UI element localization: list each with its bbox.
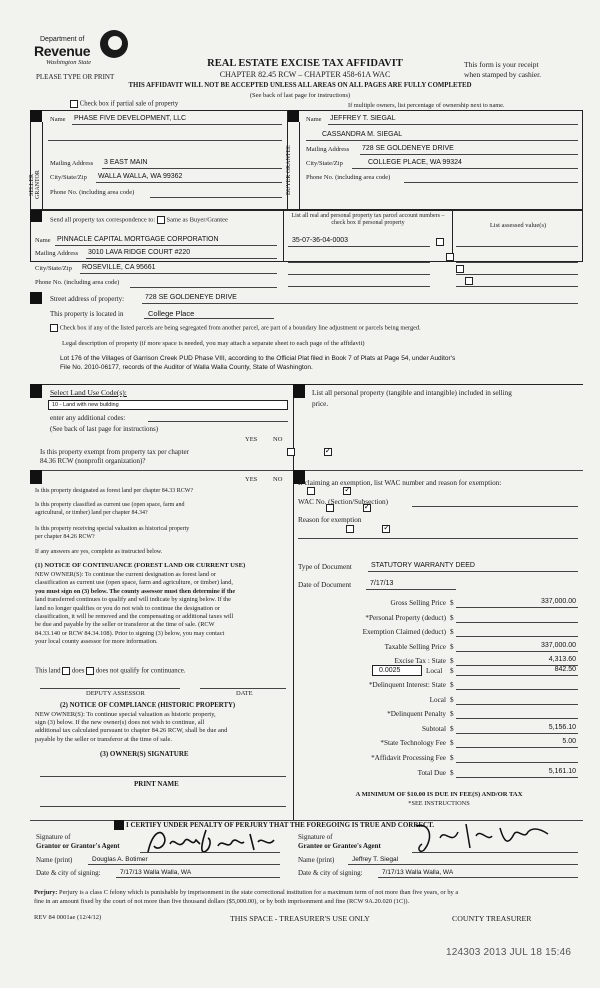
forest-q1-yes-checkbox[interactable]: [307, 487, 315, 495]
dor-logo: [34, 24, 134, 70]
buyer-city[interactable]: COLLEGE PLACE, WA 99324: [368, 159, 462, 166]
street-label: Street address of property:: [50, 295, 125, 303]
tax-row-value[interactable]: 337,000.00: [540, 598, 576, 605]
exempt-yes-header: YES: [245, 436, 258, 443]
grantee-sig-label-2: Grantee or Grantee's Agent: [298, 842, 381, 850]
notice1-line: you must sign on (3) below. The county assessor must then determine if the: [35, 587, 236, 595]
grantor-name-label: Name (print): [36, 856, 73, 864]
notice1-line: classification as current use (open space, farm and agriculture, or timber) land,: [35, 579, 233, 587]
certify-statement: I CERTIFY UNDER PENALTY OF PERJURY THAT THE FOREGOING IS TRUE AND CORRECT.: [126, 821, 435, 829]
parcel-2-personal-checkbox[interactable]: [446, 253, 454, 261]
notice1-body: [35, 571, 291, 647]
notice2-line: additional tax calculated pursuant to chapter 84.26 RCW, shall be due and: [35, 727, 228, 735]
seller-name[interactable]: PHASE FIVE DEVELOPMENT, LLC: [74, 115, 187, 122]
buyer-city-label: City/State/Zip: [306, 160, 343, 167]
if-yes-instruction: If any answers are yes, complete as instructed below.: [35, 549, 163, 555]
notice1-line: NEW OWNER(S): To continue the current designation as forest land or: [35, 571, 216, 578]
select-landuse-label: Select Land Use Code(s):: [50, 388, 127, 397]
exempt-yes-checkbox[interactable]: [287, 448, 295, 456]
perjury-line-2: fine in an amount fixed by the court of not more than five thousand dollars ($5,000.00), or by both imprisonment and fine (RCW 9A.20.020 (1C)).: [34, 897, 410, 905]
notice1-title: (1) NOTICE OF CONTINUANCE (FOREST LAND OR CURRENT USE): [35, 562, 246, 569]
treasurer-space-label: THIS SPACE - TREASURER'S USE ONLY: [230, 914, 370, 923]
seller-mail-label: Mailing Address: [50, 160, 94, 167]
multiple-owners-note: If multiple owners, list percentage of ownership next to name.: [348, 102, 505, 109]
landuse-code-field[interactable]: [48, 400, 288, 410]
tax-row-label: Total Due: [417, 768, 446, 777]
forest-question-2a: Is this property classified as current use (open space, farm and: [35, 502, 185, 508]
legal-description-2[interactable]: File No. 2010-06177, records of the Auditor of Walla Walla County, State of Washington.: [60, 364, 313, 371]
grantee-sig-label-1: Signature of: [298, 833, 333, 841]
seller-city-label: City/State/Zip: [50, 174, 87, 181]
land-does-not-checkbox[interactable]: [86, 667, 94, 675]
parcel-4-personal-checkbox[interactable]: [465, 277, 473, 285]
forest-question-3a: Is this property receiving special valuation as historical property: [35, 526, 190, 532]
exempt-no-header: NO: [273, 436, 283, 443]
segregated-checkbox[interactable]: [50, 324, 58, 332]
tax-row-value[interactable]: 5.00: [562, 738, 576, 746]
receipt-line1: This form is your receipt: [464, 60, 539, 69]
doc-type-label: Type of Document: [298, 563, 352, 571]
grantee-signature[interactable]: [410, 818, 560, 856]
tax-row-currency: $: [450, 739, 454, 748]
parcel-number[interactable]: 35-07-36-04-0003: [292, 237, 349, 244]
tax-row-currency: $: [450, 710, 454, 719]
logo-line1: Department of: [40, 36, 85, 43]
seller-phone-label: Phone No. (including area code): [50, 189, 135, 196]
notice2-line: NEW OWNER(S): To continue special valuation as historic property,: [35, 711, 216, 718]
grantor-date[interactable]: 7/17/13 Walla Walla, WA: [120, 869, 192, 876]
buyer-name-label: Name: [306, 116, 322, 123]
tax-row-label: Taxable Selling Price: [384, 642, 446, 651]
parcel-3-personal-checkbox[interactable]: [456, 265, 464, 273]
perjury-line-1: Perjury is a class C felony which is punishable by imprisonment in the state correctional institution for a maximum term of not more than five years, or by a: [59, 889, 459, 896]
tax-row-currency: $: [450, 754, 454, 762]
notice1-line: classification, it will be removed and the compensating or additional taxes will: [35, 613, 234, 621]
form-title: REAL ESTATE EXCISE TAX AFFIDAVIT: [207, 58, 403, 69]
notice1-line: land transferred continues to qualify and will indicate by signing below. If the: [35, 596, 231, 604]
grantee-name-label: Name (print): [298, 856, 335, 864]
land-does-not-label: does not qualify for continuance.: [95, 667, 186, 675]
exemption-claim-label: If claiming an exemption, list WAC number and reason for exemption:: [298, 479, 502, 487]
form-chapter: CHAPTER 82.45 RCW – CHAPTER 458-61A WAC: [219, 70, 391, 79]
land-does-label: does: [71, 667, 85, 675]
landuse-code: 10 - Land with new building: [52, 402, 119, 408]
grantor-date-label: Date & city of signing:: [36, 869, 101, 877]
perjury-notice: [34, 889, 582, 906]
segregated-label: Check box if any of the listed parcels are being segregated from another parcel, are part of a boundary line adjustment or parcels being merged.: [59, 324, 421, 332]
forest-no-header: NO: [273, 476, 283, 483]
local-rate-field[interactable]: [372, 665, 422, 676]
tax-row-label: *Delinquent Interest: State: [368, 681, 446, 689]
tax-row-value[interactable]: 5,161.10: [548, 767, 576, 775]
minimum-due-note: A MINIMUM OF $10.00 IS DUE IN FEE(S) AND/OR TAX: [355, 791, 523, 798]
doc-date-label: Date of Document: [298, 581, 352, 589]
land-qualify-prefix: This land: [35, 667, 61, 675]
forest-q3-no-checkbox[interactable]: [382, 525, 390, 533]
grantee-name[interactable]: Jeffrey T. Siegal: [352, 856, 399, 863]
personal-property-label-2: price.: [312, 400, 329, 408]
buyer-phone-label: Phone No. (including area code): [306, 174, 391, 181]
legal-description-1[interactable]: Lot 176 of the Villages of Garrison Creek PUD Phase VIII, according to the Official Plat filed in Book 7 of Plats at Page 54, under Auditor's: [60, 355, 456, 362]
see-instructions-note: *SEE INSTRUCTIONS: [408, 800, 470, 807]
tax-row-label: *State Technology Fee: [380, 739, 446, 748]
personal-property-label-1: List all personal property (tangible and intangible) included in selling: [312, 389, 512, 397]
tax-row-value[interactable]: 4,313.60: [548, 656, 576, 664]
tax-row-currency: $: [450, 768, 454, 777]
tax-row-currency: $: [450, 599, 454, 607]
seller-name-label: Name: [50, 116, 66, 123]
tax-row-label: *Affidavit Processing Fee: [371, 754, 446, 762]
notice2-line: sign (3) below. If the new owner(s) does not wish to continue, all: [35, 719, 205, 727]
land-qualify-row: [35, 667, 185, 675]
corr-mail-label: Mailing Address: [35, 250, 79, 257]
exempt-question-2: 84.36 RCW (nonprofit organization)?: [40, 457, 146, 465]
seller-city[interactable]: WALLA WALLA, WA 99362: [98, 173, 183, 180]
notice2-title: (2) NOTICE OF COMPLIANCE (HISTORIC PROPERTY): [60, 702, 236, 709]
reason-label: Reason for exemption: [298, 516, 362, 524]
same-as-buyer-checkbox[interactable]: [157, 216, 165, 224]
parcel-1-personal-checkbox[interactable]: [436, 238, 444, 246]
tax-row-label: Excise Tax : State: [394, 657, 446, 666]
form-revision: REV 84 0001ae (12/4/12): [34, 914, 102, 921]
receipt-line2: when stamped by cashier.: [464, 70, 542, 79]
tax-row-label: Gross Selling Price: [390, 599, 446, 607]
local-label: Local: [426, 667, 443, 675]
owner-signature-label: (3) OWNER(S) SIGNATURE: [100, 750, 189, 758]
tax-row-currency: $: [450, 657, 454, 666]
send-correspondence-label: Send all property tax correspondence to:: [50, 216, 156, 224]
forest-yes-header: YES: [245, 476, 258, 483]
buyer-mail[interactable]: 728 SE GOLDENEYE DRIVE: [362, 145, 454, 152]
cashier-stamp: 124303 2013 JUL 18 15:46: [446, 947, 572, 958]
forest-question-1: Is this property designated as forest land per chapter 84.33 RCW?: [35, 488, 194, 494]
grantor-sig-label-2: Grantor or Grantor's Agent: [36, 842, 120, 850]
tax-row-currency: $: [450, 724, 454, 733]
same-as-buyer-label: Same as Buyer/Grantee: [166, 216, 228, 224]
forest-question-2b: agricultural, or timber) land per chapter 84.34?: [35, 510, 148, 516]
seller-mail[interactable]: 3 EAST MAIN: [104, 159, 148, 166]
land-does-checkbox[interactable]: [62, 667, 70, 675]
exempt-no-checkbox[interactable]: [324, 448, 332, 456]
legal-label: Legal description of property (if more space is needed, you may attach a separate sheet to each page of the affidavit): [62, 340, 365, 347]
local-currency: $: [450, 667, 454, 675]
parcel-header: List all real and personal property tax parcel account numbers – check box if personal property: [291, 213, 445, 226]
notice1-line: your local county assessor for more information.: [35, 638, 158, 646]
corr-phone-label: Phone No. (including area code): [35, 279, 120, 286]
exempt-question-1: Is this property exempt from property tax per chapter: [40, 448, 189, 456]
tax-row-label: Local: [429, 695, 446, 704]
logo-line3: Washington State: [46, 59, 92, 66]
tax-row-currency: $: [450, 642, 454, 651]
street-address[interactable]: 728 SE GOLDENEYE DRIVE: [145, 294, 237, 301]
buyer-name-1[interactable]: JEFFREY T. SIEGAL: [330, 115, 396, 122]
assessed-header: List assessed value(s): [489, 222, 547, 229]
notice2-body: [35, 711, 291, 744]
grantee-date[interactable]: 7/17/13 Walla Walla, WA: [382, 869, 454, 876]
partial-sale-label: Check box if partial sale of property: [79, 100, 179, 108]
deputy-date-label: DATE: [236, 690, 253, 697]
see-back-header: (See back of last page for instructions): [249, 92, 351, 99]
county-treasurer-label: COUNTY TREASURER: [452, 914, 532, 923]
corr-name[interactable]: PINNACLE CAPITAL MORTGAGE CORPORATION: [57, 236, 219, 243]
form-warning: THIS AFFIDAVIT WILL NOT BE ACCEPTED UNLESS ALL AREAS ON ALL PAGES ARE FULLY COMPLETED: [128, 82, 472, 89]
additional-codes-label: enter any additional codes:: [50, 414, 126, 422]
send-correspondence-row: [50, 216, 228, 224]
local-rate: 0.0025: [379, 667, 401, 674]
tax-row-label: *Delinquent Penalty: [387, 710, 446, 719]
tax-row-label: Exemption Claimed (deduct): [362, 628, 446, 637]
print-name-label: PRINT NAME: [134, 780, 179, 788]
tax-row-value[interactable]: 5,156.10: [548, 723, 576, 731]
buyer-side-label: BUYER GRANTEE: [286, 145, 292, 195]
notice1-line: land no longer qualifies or you do not wish to continue the designation or: [35, 604, 220, 612]
partial-sale-checkbox[interactable]: [70, 100, 78, 108]
partial-sale-row: [70, 100, 178, 108]
grantor-sig-label-1: Signature of: [36, 833, 71, 841]
forest-question-3b: per chapter 84.26 RCW?: [35, 534, 95, 540]
grantee-date-label: Date & city of signing:: [298, 869, 363, 877]
corr-city[interactable]: ROSEVILLE, CA 95661: [82, 264, 156, 271]
located-label: This property is located in: [50, 310, 124, 318]
tax-row-currency: $: [450, 628, 454, 637]
buyer-mail-label: Mailing Address: [306, 146, 350, 153]
corr-city-label: City/State/Zip: [35, 265, 72, 272]
located-in[interactable]: College Place: [148, 309, 195, 318]
tax-row-label: *Personal Property (deduct): [365, 613, 446, 622]
forest-q3-yes-checkbox[interactable]: [346, 525, 354, 533]
deputy-assessor-label: DEPUTY ASSESSOR: [86, 690, 145, 697]
perjury-heading: Perjury:: [34, 889, 58, 896]
corr-mail[interactable]: 3010 LAVA RIDGE COURT #220: [88, 249, 191, 256]
landuse-see-back: (See back of last page for instructions): [50, 425, 159, 433]
seller-side-label: SELLER GRANTOR: [29, 170, 41, 200]
buyer-name-2[interactable]: CASSANDRA M. SIEGAL: [322, 131, 403, 138]
local-value[interactable]: 842.50: [554, 666, 576, 673]
please-type: PLEASE TYPE OR PRINT: [36, 73, 115, 81]
doc-date[interactable]: 7/17/13: [370, 580, 394, 587]
tax-row-currency: $: [450, 613, 454, 622]
notice1-line: 84.33.140 or RCW 84.34.108). Prior to signing (3) below, you may contact: [35, 629, 225, 637]
segregated-row: [50, 324, 421, 332]
tax-row-label: Subtotal: [422, 724, 446, 733]
tax-row-currency: $: [450, 695, 454, 704]
notice1-line: be due and payable by the seller or transferor at the time of sale. (RCW: [35, 621, 215, 629]
wac-label: WAC No. (Section/Subsection): [298, 498, 389, 506]
forest-q1-no-checkbox[interactable]: [343, 487, 351, 495]
grantor-name[interactable]: Douglas A. Botimer: [92, 856, 148, 863]
tax-row-value[interactable]: 337,000.00: [540, 641, 576, 649]
logo-line2: Revenue: [34, 43, 91, 59]
notice2-line: payable by the seller or transferor at the time of sale.: [35, 735, 172, 743]
corr-name-label: Name: [35, 237, 51, 244]
tax-row-currency: $: [450, 681, 454, 689]
doc-type[interactable]: STATUTORY WARRANTY DEED: [371, 562, 475, 569]
